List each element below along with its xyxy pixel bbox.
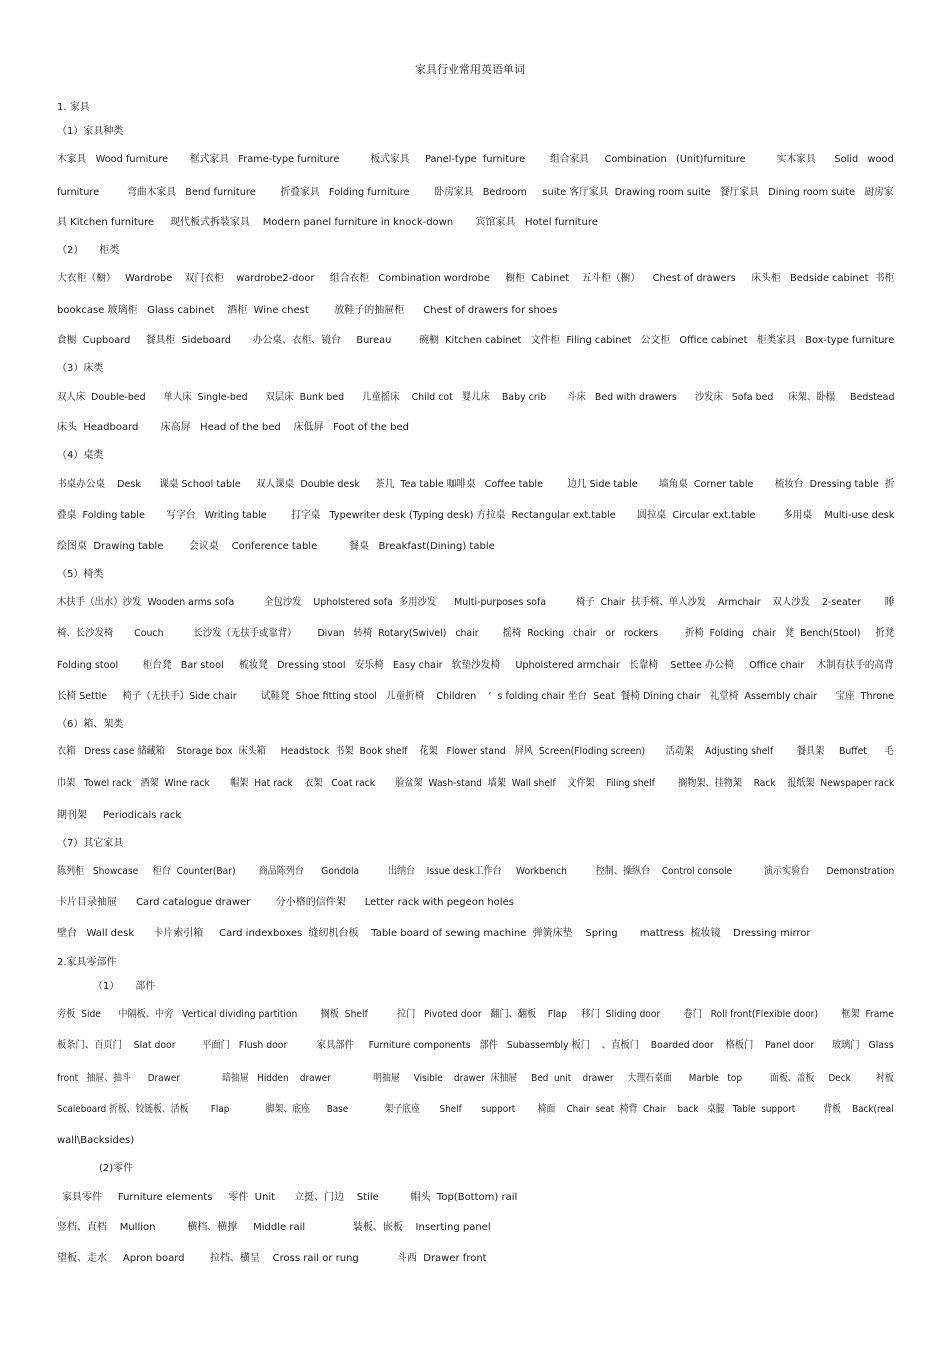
section-heading: 2.家具零部件 — [57, 957, 117, 968]
text-line: bookcase 玻璃柜 Glass cabinet 酒柜 Wine chest 放鞋子的抽屉柜 Chest of drawers for shoes — [57, 305, 558, 316]
text-line: 木扶手（出水）沙发 Wooden arms sofa 全包沙发 Upholstered sofa 多用沙发 Multi-purposes sofa 椅子 Chair 扶手椅、单人沙发 Armchair 双人沙发 2-seater 睡 — [57, 597, 895, 608]
section-heading: 1. 家具 — [57, 102, 90, 113]
subsection-heading: （1） 部件 — [93, 981, 156, 992]
subsection-heading: （1）家具种类 — [57, 126, 124, 137]
text-line: 衣箱 Dress case 储藏箱 Storage box 床头箱 Headstock 书架 Book shelf 花架 Flower stand 屏风 Screen(Floding screen) 活动架 Adjusting shelf 餐具架 Buffet 毛 — [57, 746, 894, 757]
text-line: 望板、走水 Apron board 拉档、横呈 Cross rail or rung 斗西 Drawer front — [57, 1253, 487, 1264]
text-line: 竖档、直档 Mullion 横档、横撑 Middle rail 装板、嵌板 Inserting panel — [57, 1222, 491, 1233]
text-line: 长椅 Settle 椅子（无扶手）Side chair 试鞋凳 Shoe fitting stool 儿童折椅 Children ’ s folding chair 坐台 Seat 餐椅 Dining chair 礼堂椅 Assembly chair 宝座 Throne — [57, 691, 895, 702]
text-line: 木家具 Wood furniture 框式家具 Frame-type furniture 板式家具 Panel-type furniture 组合家具 Combination (Unit)furniture 实木家具 Solid wood — [57, 154, 894, 165]
subsection-heading: （5）椅类 — [57, 569, 104, 580]
text-line: 双人床 Double-bed 单人床 Single-bed 双层床 Bunk bed 儿童摇床 Child cot 婴儿床 Baby crib 斗床 Bed with drawers 沙发床 Sofa bed 床架、卧榻 Bedstead — [57, 392, 895, 403]
text-line: 大衣柜（橱） Wardrobe 双门衣柜 wardrobe2-door 组合衣柜 Combination wordrobe 橱柜 Cabinet 五斗柜（橱） Chest of drawers 床头柜 Bedside cabinet 书柜 — [57, 273, 895, 284]
text-line: 家具零件 Furniture elements 零件 Unit 立挺、门边 Stile 帽头 Top(Bottom) rail — [62, 1192, 518, 1203]
text-line: 绘图桌 Drawing table 会议桌 Conference table 餐桌 Breakfast(Dining) table — [57, 541, 495, 552]
text-line: 椅、长沙发椅 Couch 长沙发（无扶手或靠背） Divan 转椅 Rotary(Swivel) chair 摇椅 Rocking chair or rockers 折椅 Folding chair 凳 Bench(Stool) 折凳 — [57, 628, 895, 639]
subsection-heading: （7）其它家具 — [57, 838, 124, 849]
subsection-heading: （6）箱、架类 — [57, 719, 124, 730]
text-line: 旁板 Side 中隔板、中旁 Vertical dividing partition 搁板 Shelf 拉门 Pivoted door 翻门、翻板 Flap 移门 Sliding door 卷门 Roll front(Flexible door) 框架 Frame — [57, 1009, 894, 1020]
text-line: 食橱 Cupboard 餐具柜 Sideboard 办公桌、衣柜、镜台 Bureau 碗橱 Kitchen cabinet 文件柜 Filing cabinet 公文柜 Office cabinet 柜类家具 Box-type furniture — [57, 335, 895, 346]
text-line: 板条门、百页门 Slat door 平面门 Flush door 家具部件 Furniture components 部件 Subassembly 板门 、直板门 Boarded door 格板门 Panel door 玻璃门 Glass — [57, 1040, 894, 1051]
subsection-heading: （4）桌类 — [57, 450, 104, 461]
text-line: 期刊架 Periodicals rack — [57, 810, 182, 821]
subsection-heading: （2） 柜类 — [57, 245, 120, 256]
text-line: 叠桌 Folding table 写字台 Writing table 打字桌 Typewriter desk (Typing desk) 方拉桌 Rectangular ext.table 圆拉桌 Circular ext.table 多用桌 Multi-use desk — [57, 510, 895, 521]
text-line: 具 Kitchen furniture 现代板式拆装家具 Modern panel furniture in knock-down 宾馆家具 Hotel furniture — [57, 217, 598, 228]
subsection-heading: （3）床类 — [57, 363, 104, 374]
text-line: furniture 弯曲木家具 Bend furniture 折叠家具 Folding furniture 卧房家具 Bedroom suite 客厅家具 Drawing room suite 餐厅家具 Dining room suite 厨房家 — [57, 187, 894, 198]
text-line: 卡片目录抽屉 Card catalogue drawer 分小格的信件架 Letter rack with pegeon holes — [57, 897, 514, 908]
text-line: front 抽屉、抽斗 Drawer 暗抽屉 Hidden drawer 明抽屉 Visible drawer 床抽屉 Bed unit drawer 大理石桌面 Marble top 面板、盖板 Deck 衬板 — [57, 1073, 894, 1084]
text-line: Scaleboard 折板、铰链板、活板 Flap 脚架、底座 Base 架子底座 Shelf support 椅面 Chair seat 椅背 Chair back 桌腿 Table support 背板 Back(real — [57, 1104, 894, 1115]
document-title: 家具行业常用英语单词 — [415, 63, 525, 76]
text-line: 巾架 Towel rack 酒架 Wine rack 帽架 Hat rack 衣架 Coat rack 脸盆架 Wash-stand 墙架 Wall shelf 文件架 Filing shelf 搁物架、挂物架 Rack 报纸架 Newspaper rack — [57, 778, 895, 789]
text-line: 书桌办公桌 Desk 课桌 School table 双人课桌 Double desk 茶几 Tea table 咖啡桌 Coffee table 边几 Side table 墙角桌 Corner table 梳妆台 Dressing table 折 — [57, 479, 895, 490]
subsection-heading: (2)零件 — [99, 1163, 134, 1174]
text-line: 床头 Headboard 床高屏 Head of the bed 床低屏 Foot of the bed — [57, 422, 409, 433]
text-line: 壁台 Wall desk 卡片索引箱 Card indexboxes 缝纫机台板 Table board of sewing machine 弹簧床垫 Spring mattress 梳妆镜 Dressing mirror — [57, 928, 811, 939]
text-line: wall\Backsides) — [57, 1135, 135, 1146]
text-line: 陈列柜 Showcase 柜台 Counter(Bar) 商品陈列台 Gondola 出纳台 Issue desk工作台 Workbench 控制、操纵台 Control console 演示实验台 Demonstration — [57, 866, 895, 877]
text-line: Folding stool 柜台凳 Bar stool 梳妆凳 Dressing stool 安乐椅 Easy chair 软垫沙发椅 Upholstered armchair 长靠椅 Settee 办公椅 Office chair 木制有扶手的高背 — [57, 660, 894, 671]
